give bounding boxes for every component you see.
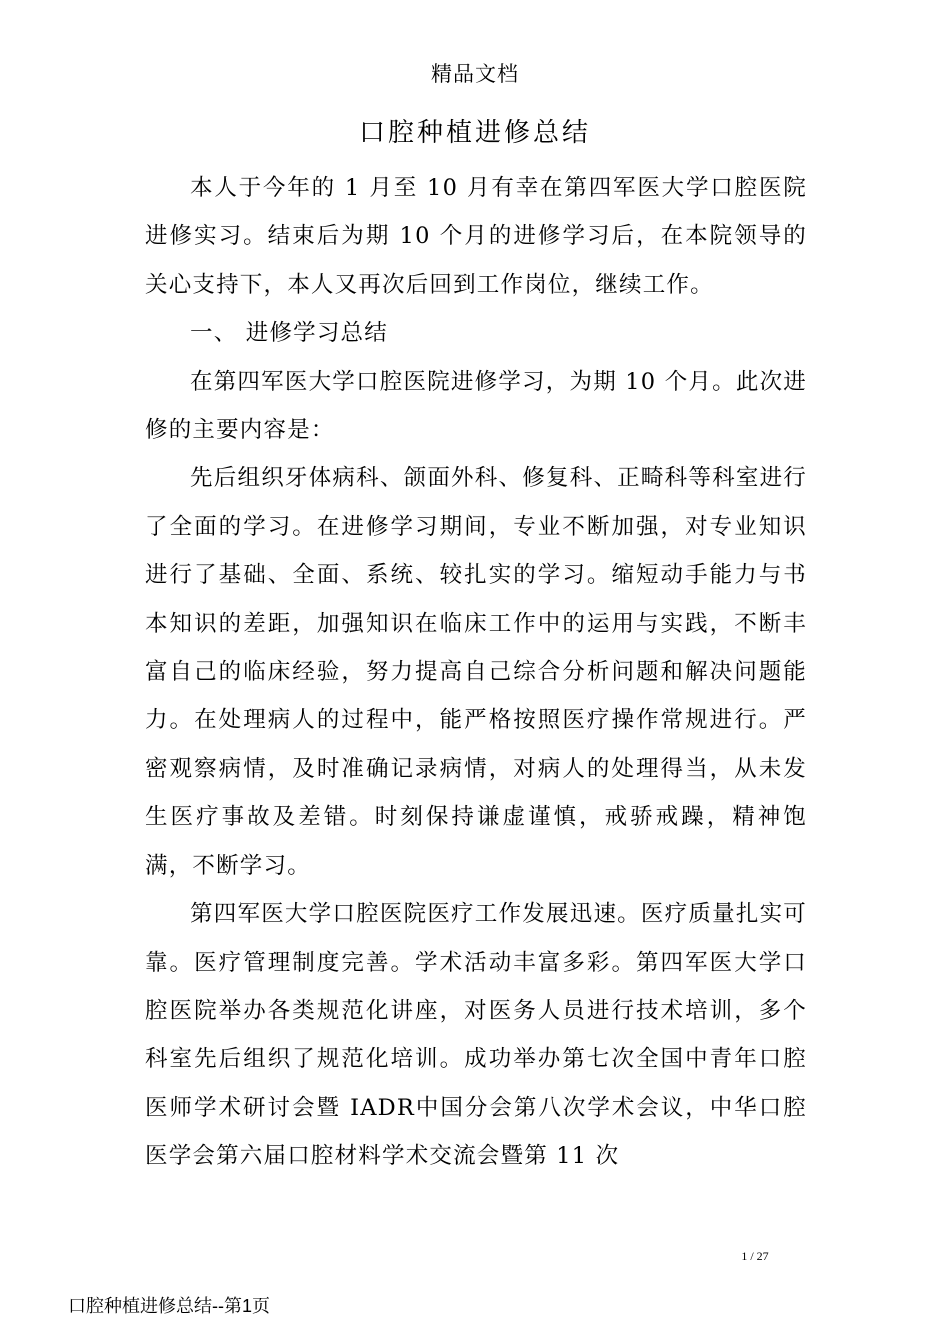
paragraph-hospital-development: 第四军医大学口腔医院医疗工作发展迅速。医疗质量扎实可靠。医疗管理制度完善。学术活动丰富多彩。第四军医大学口腔医院举办各类规范化讲座，对医务人员进行技术培训，多个科室先后组织了规范化培训。成功举办第七次全国中青年口腔医师学术研讨会暨 IADR中国分会第八次学术会议，中华口腔医学会第六届口腔材料学术交流会暨第 11 次 — [145, 901, 807, 1170]
paragraph-intro: 本人于今年的 1 月至 10 月有幸在第四军医大学口腔医院进修实习。结束后为期 10 个月的进修学习后，在本院领导的关心支持下，本人又再次后回到工作岗位，继续工作。 — [145, 175, 807, 298]
page-number: 1 / 27 — [741, 1249, 769, 1263]
document-title: 口腔种植进修总结 — [358, 118, 591, 148]
paragraph-study-content: 先后组织牙体病科、颌面外科、修复科、正畸科等科室进行了全面的学习。在进修学习期间，专业不断加强，对专业知识进行了基础、全面、系统、较扎实的学习。缩短动手能力与书本知识的差距，加强知识在临床工作中的运用与实践，不断丰富自己的临床经验，努力提高自己综合分析问题和解决问题能力。在处理病人的过程中，能严格按照医疗操作常规进行。严密观察病情，及时准确记录病情，对病人的处理得当，从未发生医疗事故及差错。时刻保持谦虚谨慎，戒骄戒躁，精神饱满，不断学习。 — [145, 465, 807, 879]
section-heading: 一、 进修学习总结 — [190, 320, 388, 347]
document-body — [145, 164, 807, 1181]
document-header: 精品文档 — [431, 62, 519, 86]
page-footer: 口腔种植进修总结--第1页 — [68, 1296, 270, 1316]
paragraph-study-period: 在第四军医大学口腔医院进修学习，为期 10 个月。此次进修的主要内容是： — [145, 368, 807, 444]
